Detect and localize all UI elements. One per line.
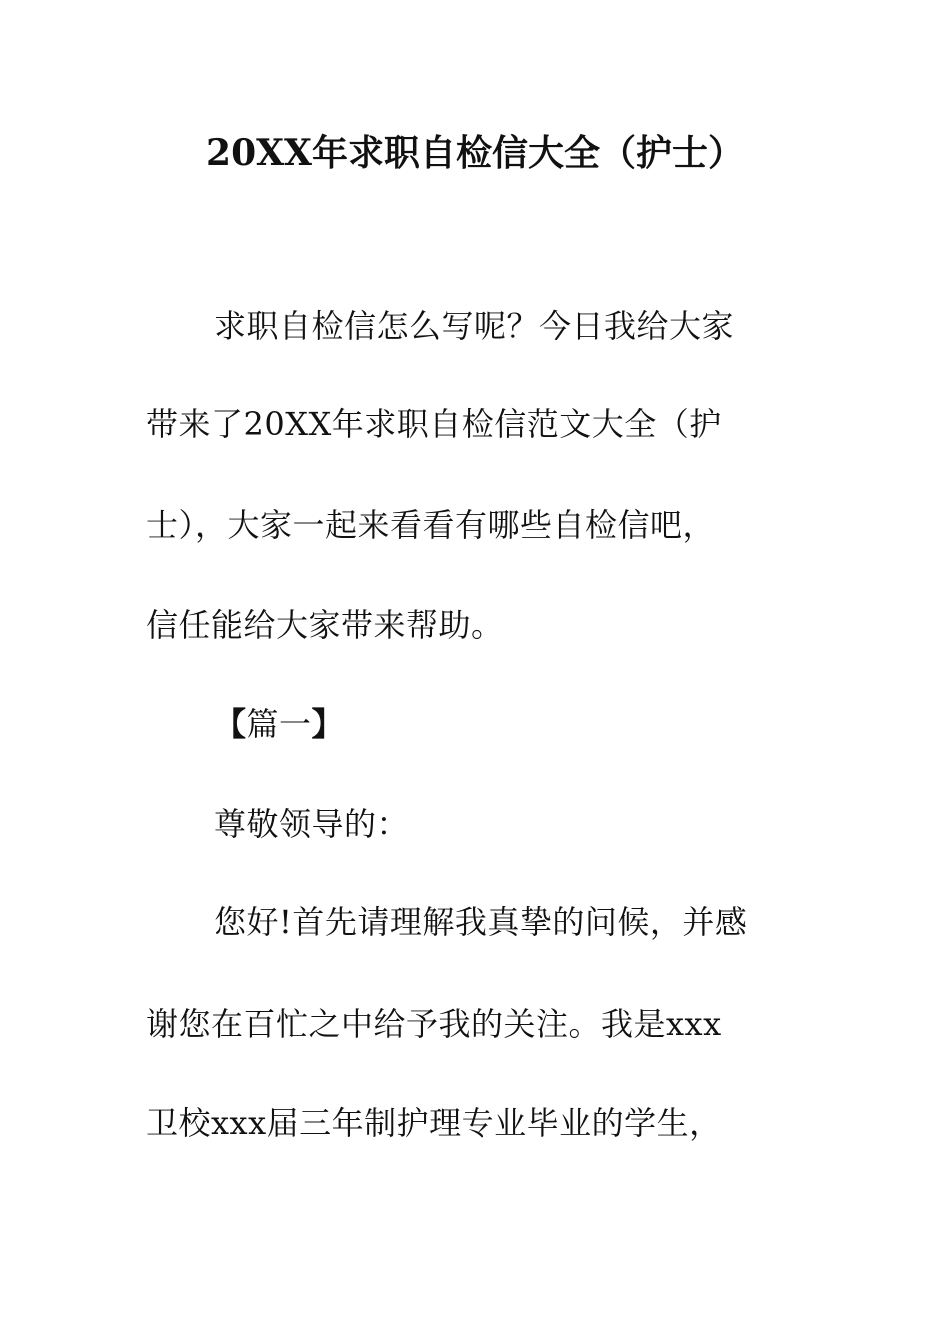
intro-line-3: 士），大家一起来看看有哪些自检信吧， <box>146 506 716 544</box>
body-line-2: 谢您在百忙之中给予我的关注。我是xxx <box>146 1005 722 1043</box>
document-title: 20XX年求职自检信大全（护士） <box>206 132 744 174</box>
section-label: 篇一 <box>246 705 312 743</box>
body-line-3: 卫校xxx届三年制护理专业毕业的学生， <box>146 1104 722 1142</box>
intro-line-2: 带来了20XX年求职自检信范文大全（护 <box>146 405 722 443</box>
section-heading <box>214 702 344 746</box>
section-open-bracket: 【 <box>214 705 247 743</box>
intro-line-1: 求职自检信怎么写呢？今日我给大家 <box>214 307 735 345</box>
section-close-bracket: 】 <box>311 705 345 743</box>
intro-line-4: 信任能给大家带来帮助。 <box>146 606 504 644</box>
body-line-1: 您好!首先请理解我真挚的问候，并感 <box>214 903 748 941</box>
salutation: 尊敬领导的： <box>214 805 410 843</box>
